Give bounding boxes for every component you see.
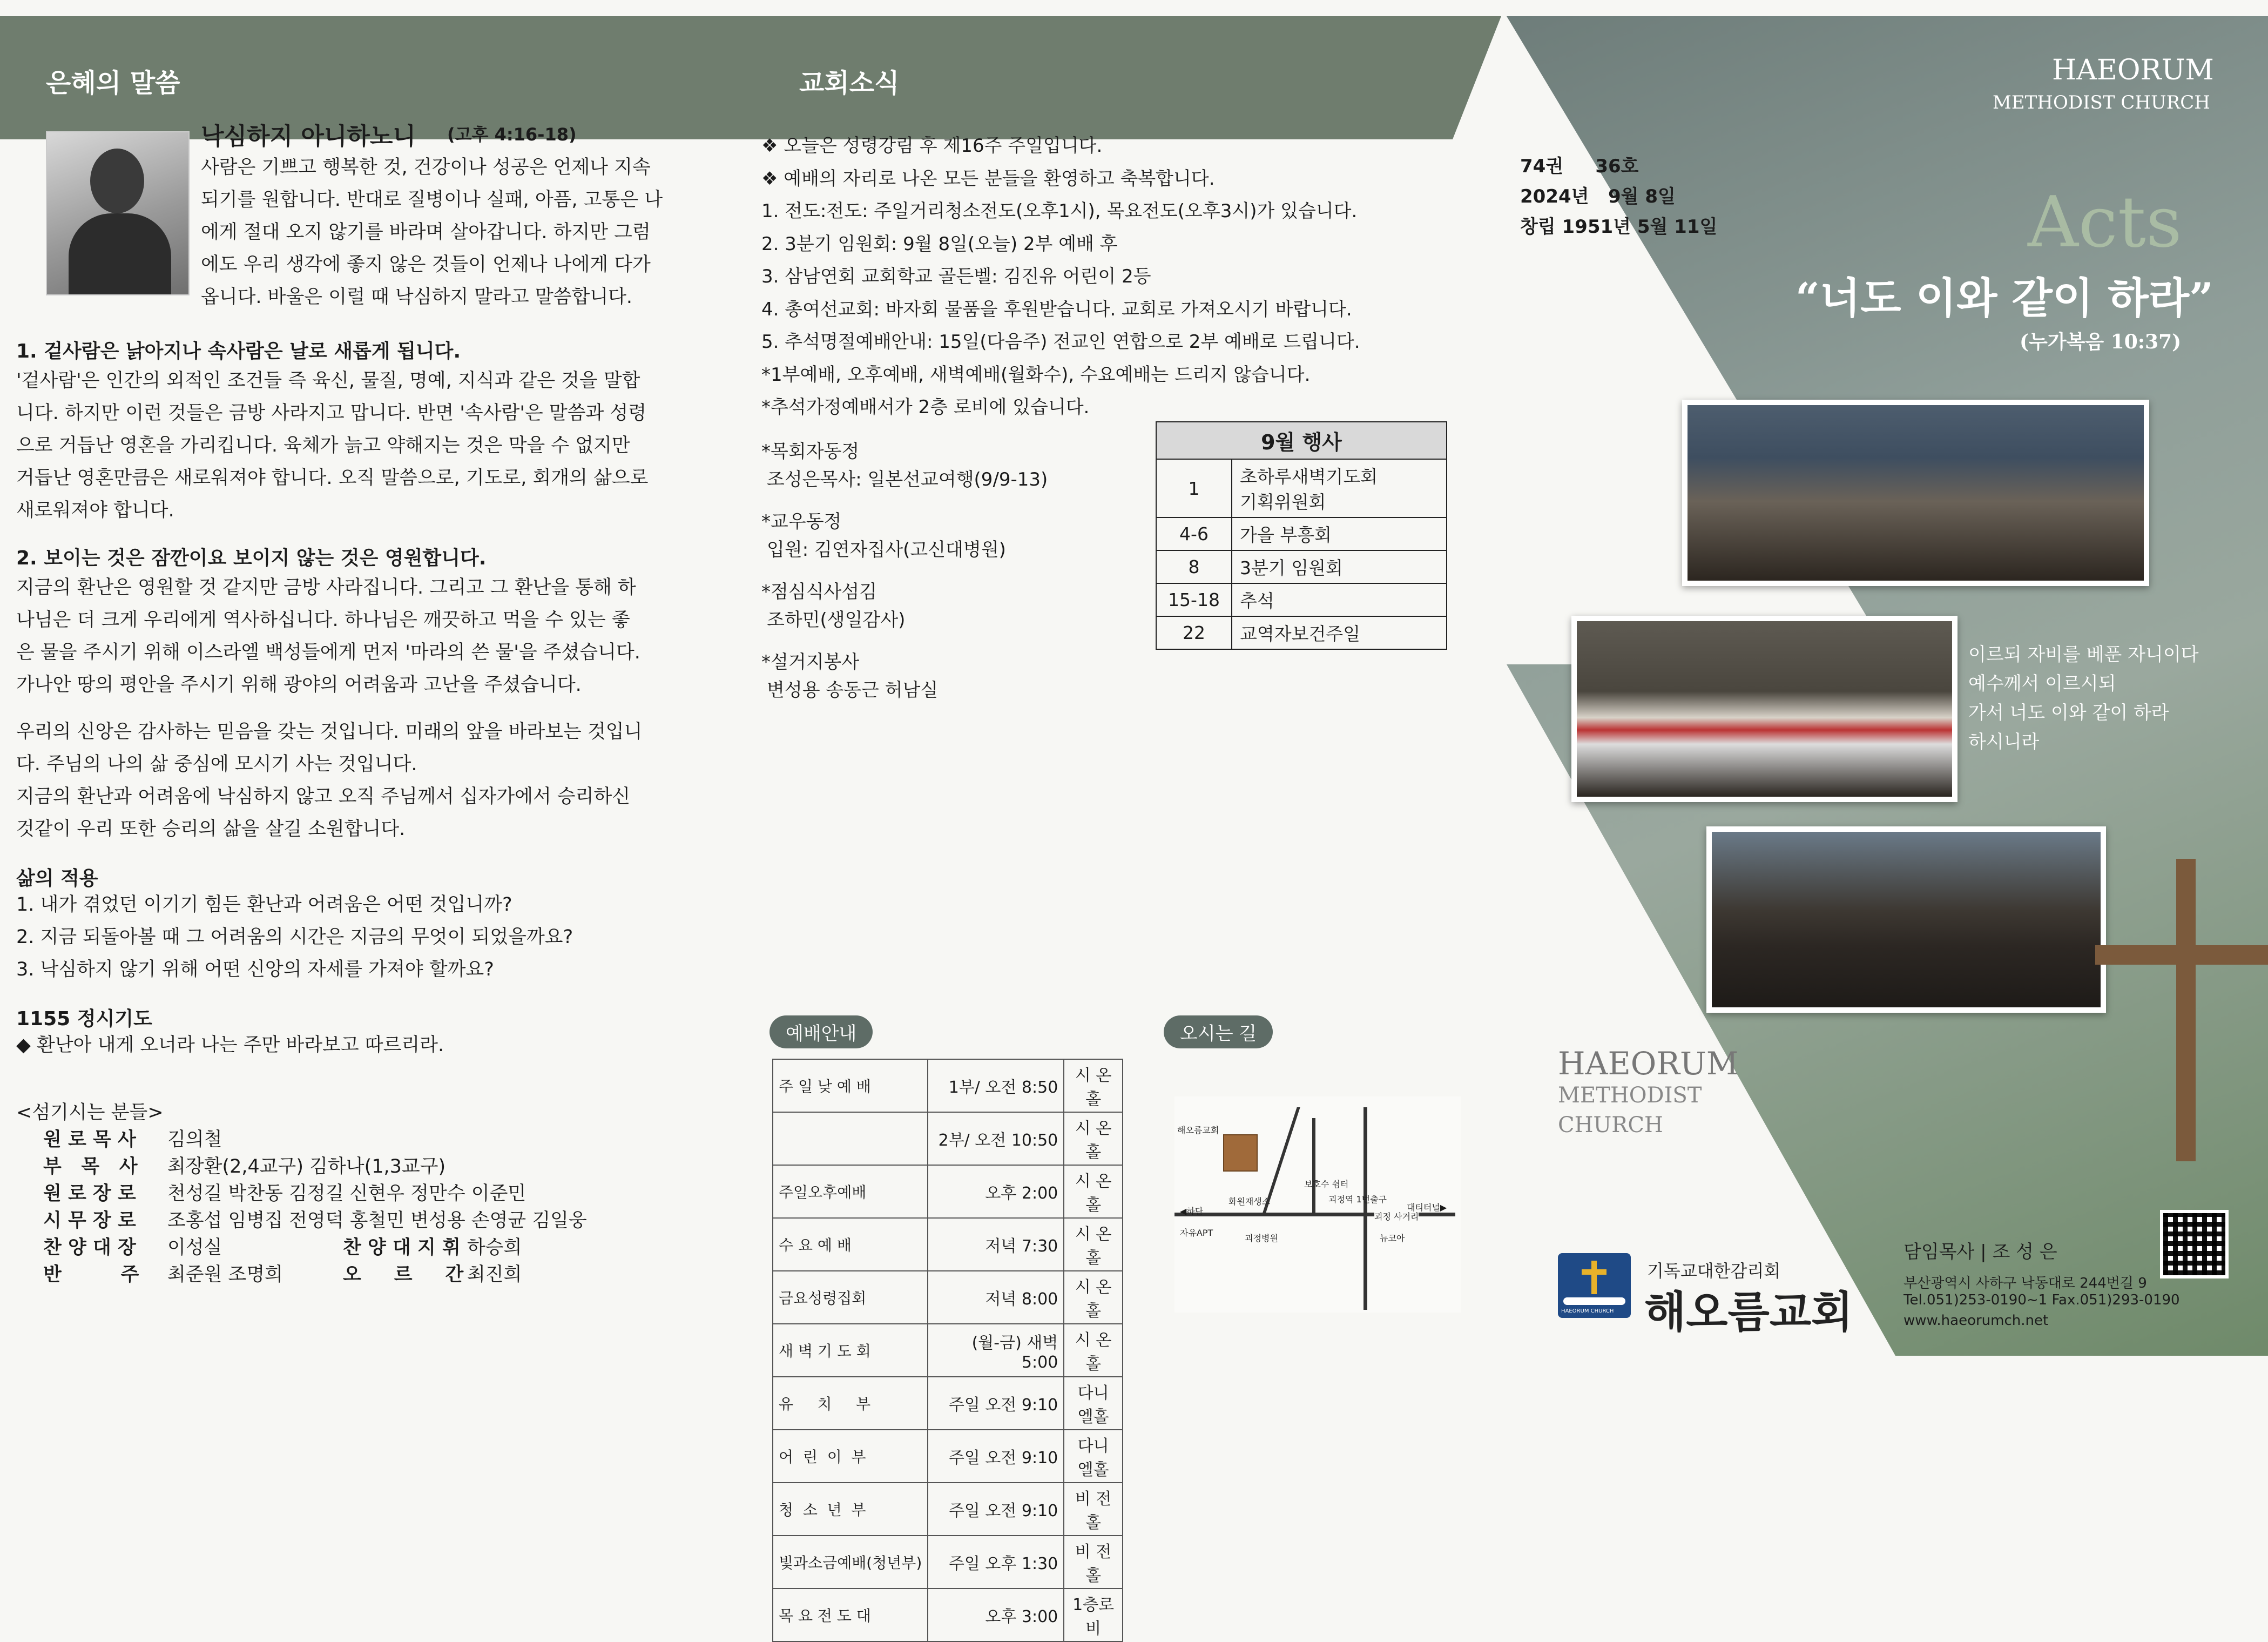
worship-row <box>773 1589 1123 1641</box>
event-name: 가을 부흥회 <box>1232 517 1447 550</box>
worship-row <box>773 1112 1123 1165</box>
map-label: 뉴코아 <box>1380 1233 1405 1243</box>
text-line: '겉사람'은 인간의 외적인 조건들 즉 육신, 물질, 명예, 지식과 같은 것을 말합 <box>16 370 640 392</box>
servant-row <box>343 1234 522 1261</box>
prayer-title: 1155 정시기도 <box>16 1008 152 1030</box>
map-label: 괴정병원 <box>1245 1233 1278 1243</box>
servant-role: 원 로 목 사 <box>43 1129 136 1150</box>
worship-name: 주 일 낮 예 배 <box>773 1059 928 1112</box>
prayer-line: ◆ 환난아 내게 오너라 나는 주만 바라보고 따르리라. <box>16 1034 444 1056</box>
notice-title: *설거지봉사 <box>761 651 860 673</box>
text-line: 사람은 기쁘고 행복한 것, 건강이나 성공은 언제나 지속 <box>201 157 651 178</box>
application-questions <box>16 889 573 986</box>
map-label: 해오름교회 <box>1177 1125 1219 1135</box>
text-line: 가나안 땅의 평안을 주시기 위해 광야의 어려움과 고난을 주셨습니다. <box>16 674 582 696</box>
event-row <box>1156 616 1447 649</box>
verse-line: 가서 너도 이와 같이 하라 <box>1968 702 2169 724</box>
worship-time: 오후 2:00 <box>928 1165 1064 1218</box>
brand-mid-1: HAEORUM <box>1558 1045 1739 1082</box>
worship-name: 청 소 년 부 <box>773 1483 928 1536</box>
worship-time: (월-금) 새벽 5:00 <box>928 1324 1064 1377</box>
servant-row <box>43 1153 587 1180</box>
church-name: 해오름교회 <box>1644 1287 1853 1337</box>
scripture-verse <box>1968 640 2199 757</box>
worship-name: 금요성령집회 <box>773 1271 928 1324</box>
worship-place: 비 전 홀 <box>1064 1536 1123 1589</box>
notice-line: 입원: 김연자집사(고신대병원) <box>767 539 1006 561</box>
worship-pill: 예배안내 <box>770 1015 873 1048</box>
text-line: 니다. 하지만 이런 것들은 금방 사라지고 맙니다. 반면 '속사람'은 말씀과 성령 <box>16 402 647 424</box>
text-line: 것같이 우리 또한 승리의 삶을 살길 소원합니다. <box>16 818 406 840</box>
event-name: 교역자보건주일 <box>1232 616 1447 649</box>
news-item: 4. 총여선교회: 바자회 물품을 후원받습니다. 교회로 가져오시기 바랍니다. <box>761 298 1352 320</box>
congregation-photo <box>1682 400 2149 586</box>
servant-names: 천성길 박찬동 김정길 신현우 정만수 이준민 <box>167 1183 526 1204</box>
news-item: *1부예배, 오후예배, 새벽예배(월화수), 수요예배는 드리지 않습니다. <box>761 364 1311 386</box>
youth-photo <box>1706 826 2106 1013</box>
worship-name: 유 치 부 <box>773 1377 928 1430</box>
worship-time: 주일 오후 1:30 <box>928 1536 1064 1589</box>
volume: 74권 <box>1520 156 1564 177</box>
text-line: 은 물을 주시기 위해 이스라엘 백성들에게 먼저 '마라의 쓴 물'을 주셨습니다. <box>16 642 640 663</box>
sermon-title: 낙심하지 아니하노니 <box>201 123 416 150</box>
worship-place: 시 온 홀 <box>1064 1218 1123 1271</box>
servant-role: 부 목 사 <box>43 1156 138 1177</box>
choir-photo <box>1571 616 1958 802</box>
notice-line: 조하민(생일감사) <box>767 609 906 631</box>
sermon-point-1-title: 1. 겉사람은 낡아지나 속사람은 날로 새롭게 됩니다. <box>16 340 461 362</box>
text-line: 다. 주님의 나의 삶 중심에 모시기 사는 것입니다. <box>16 753 417 775</box>
pastor-photo <box>46 131 190 295</box>
worship-name: 새 벽 기 도 회 <box>773 1324 928 1377</box>
news-item: *추석가정예배서가 2층 로비에 있습니다. <box>761 396 1090 418</box>
event-date: 1 <box>1156 459 1232 517</box>
text-line: 새로워져야 합니다. <box>16 500 174 521</box>
church-logo: HAEORUM CHURCH <box>1558 1253 1631 1318</box>
servant-names: 조홍섭 임병집 전영덕 홍철민 변성용 손영균 김일웅 <box>167 1210 587 1232</box>
section-header-sermon: 은혜의 말씀 <box>46 68 180 98</box>
phone-fax: Tel.051)253-0190~1 Fax.051)293-0190 <box>1904 1292 2180 1308</box>
issue-year: 2024년 <box>1520 186 1589 207</box>
church-building-icon <box>1223 1134 1258 1172</box>
worship-time: 저녁 7:30 <box>928 1218 1064 1271</box>
event-name: 3분기 임원회 <box>1232 550 1447 583</box>
sermon-reference: (고후 4:16-18) <box>447 124 577 145</box>
application-title: 삶의 적용 <box>16 867 98 890</box>
qr-code-icon[interactable] <box>2160 1210 2229 1278</box>
news-item: 5. 추석명절예배안내: 15일(다음주) 전교인 연합으로 2부 예배로 드립니다. <box>761 331 1360 353</box>
worship-place: 시 온 홀 <box>1064 1165 1123 1218</box>
servant-role: 오 르 간 <box>343 1264 464 1286</box>
denomination: 기독교대한감리회 <box>1647 1261 1781 1281</box>
event-date: 4-6 <box>1156 517 1232 550</box>
brand-top: HAEORUM <box>2052 54 2214 86</box>
worship-row <box>773 1271 1123 1324</box>
worship-time: 주일 오전 9:10 <box>928 1483 1064 1536</box>
servants-list-right <box>343 1234 522 1288</box>
worship-time: 오후 3:00 <box>928 1589 1064 1641</box>
events-table <box>1156 421 1447 650</box>
worship-row <box>773 1430 1123 1483</box>
worship-place: 시 온 홀 <box>1064 1059 1123 1112</box>
worship-place: 시 온 홀 <box>1064 1324 1123 1377</box>
notice-line: 변성용 송동근 허남실 <box>767 679 939 701</box>
event-date: 15-18 <box>1156 583 1232 616</box>
text-line: 에도 우리 생각에 좋지 않은 것들이 언제나 나에게 다가 <box>201 254 651 275</box>
sermon-point-2-body <box>16 571 640 701</box>
news-list <box>761 130 1360 424</box>
worship-place: 다니엘홀 <box>1064 1377 1123 1430</box>
worship-name: 주일오후예배 <box>773 1165 928 1218</box>
senior-pastor: 담임목사 | 조 성 은 <box>1904 1241 2057 1263</box>
servant-role: 시 무 장 로 <box>43 1210 136 1232</box>
map-label: 자유APT <box>1180 1228 1213 1238</box>
directions-map <box>1174 1096 1461 1313</box>
text-line: 옵니다. 바울은 이럴 때 낙심하지 말라고 말씀합니다. <box>201 286 633 308</box>
issue-no: 36호 <box>1595 156 1639 177</box>
servant-role: 반 주 <box>43 1264 139 1286</box>
worship-name: 어 린 이 부 <box>773 1430 928 1483</box>
sermon-intro <box>201 151 663 313</box>
text-line: 지금의 환난과 어려움에 낙심하지 않고 오직 주님께서 십자가에서 승리하신 <box>16 786 631 807</box>
servant-row <box>43 1180 587 1207</box>
event-row <box>1156 459 1447 517</box>
worship-place: 다니엘홀 <box>1064 1430 1123 1483</box>
sermon-conclusion <box>16 716 642 845</box>
section-header-news: 교회소식 <box>799 68 900 98</box>
worship-time: 1부/ 오전 8:50 <box>928 1059 1064 1112</box>
servant-names: 김의철 <box>167 1129 222 1150</box>
servant-names: 최진희 <box>467 1264 522 1286</box>
notice-line: 조성은목사: 일본선교여행(9/9-13) <box>767 469 1048 490</box>
notice-title: *목회자동정 <box>761 441 860 462</box>
question-line: 2. 지금 되돌아볼 때 그 어려움의 시간은 지금의 무엇이 되었을까요? <box>16 926 573 948</box>
servant-row <box>43 1126 587 1153</box>
brand-top-sub: METHODIST CHURCH <box>1993 92 2210 113</box>
event-name: 추석 <box>1232 583 1447 616</box>
event-date: 22 <box>1156 616 1232 649</box>
servant-names: 이성실 <box>167 1237 222 1259</box>
event-date: 8 <box>1156 550 1232 583</box>
news-item: ❖ 오늘은 성령강림 후 제16주 주일입니다. <box>761 135 1103 157</box>
worship-time: 주일 오전 9:10 <box>928 1430 1064 1483</box>
motto-reference: (누가복음 10:37) <box>2020 331 2182 353</box>
question-line: 3. 낙심하지 않기 위해 어떤 신앙의 자세를 가져야 할까요? <box>16 959 494 980</box>
event-row <box>1156 550 1447 583</box>
cross-vertical <box>2176 859 2196 1161</box>
text-line: 에게 절대 오지 않기를 바라며 살아갑니다. 하지만 그럼 <box>201 221 651 243</box>
servant-names: 하승희 <box>467 1237 522 1259</box>
map-label: 괴정역 1번출구 <box>1328 1194 1387 1204</box>
notice-title: *교우동정 <box>761 511 842 533</box>
map-label: 보호수 쉼터 <box>1304 1179 1349 1189</box>
founded-date: 창립 1951년 5월 11일 <box>1520 216 1718 238</box>
text-line: 나님은 더 크게 우리에게 역사하십니다. 하나님은 깨끗하고 먹을 수 있는 좋 <box>16 609 630 631</box>
verse-line: 하시니라 <box>1968 731 2040 753</box>
map-label: 괴정 사거리 <box>1374 1210 1419 1222</box>
notice-title: *점심식사섬김 <box>761 581 878 603</box>
servant-names: 최장환(2,4교구) 김하나(1,3교구) <box>167 1156 446 1177</box>
event-row <box>1156 583 1447 616</box>
map-label: 화원재생소 <box>1228 1196 1271 1207</box>
news-item: 3. 삼남연회 교회학교 골든벨: 김진유 어린이 2등 <box>761 266 1151 287</box>
worship-name: 목 요 전 도 대 <box>773 1589 928 1641</box>
servant-role: 원 로 장 로 <box>43 1183 136 1204</box>
servant-names: 최준원 조명희 <box>167 1264 283 1286</box>
map-pill: 오시는 길 <box>1164 1015 1273 1048</box>
worship-name <box>773 1112 928 1165</box>
worship-place: 1층로비 <box>1064 1589 1123 1641</box>
worship-row <box>773 1218 1123 1271</box>
sermon-point-2-title: 2. 보이는 것은 잠깐이요 보이지 않는 것은 영원합니다. <box>16 547 487 569</box>
text-line: 지금의 환난은 영원할 것 같지만 금방 사라집니다. 그리고 그 환난을 통해 하 <box>16 577 636 598</box>
cross-horizontal <box>2095 945 2268 965</box>
event-name: 초하루새벽기도회 기획위원회 <box>1232 459 1447 517</box>
worship-place: 시 온 홀 <box>1064 1271 1123 1324</box>
worship-table <box>772 1059 1123 1642</box>
worship-row <box>773 1377 1123 1430</box>
text-line: 거듭난 영혼만큼은 새로워져야 합니다. 오직 말씀으로, 기도로, 회개의 삶으로 <box>16 467 649 489</box>
verse-line: 이르되 자비를 베푼 자니이다 <box>1968 644 2199 665</box>
sermon-point-1-body <box>16 365 649 527</box>
issue-date: 9월 8일 <box>1608 186 1676 207</box>
worship-row <box>773 1483 1123 1536</box>
worship-time: 주일 오전 9:10 <box>928 1377 1064 1430</box>
text-line: 되기를 원합니다. 반대로 질병이나 실패, 아픔, 고통은 나 <box>201 189 663 211</box>
notices-list <box>761 438 1048 718</box>
worship-row <box>773 1165 1123 1218</box>
text-line: 우리의 신앙은 감사하는 믿음을 갖는 것입니다. 미래의 앞을 바라보는 것입니 <box>16 721 643 743</box>
acts-title: Acts <box>2028 181 2182 263</box>
servants-title: <섬기시는 분들> <box>16 1102 164 1123</box>
worship-place: 시 온 홀 <box>1064 1112 1123 1165</box>
worship-place: 비 전 홀 <box>1064 1483 1123 1536</box>
map-label: 대티터널▶ <box>1407 1202 1447 1213</box>
servant-role: 찬 양 대 장 <box>43 1237 136 1259</box>
news-item: ❖ 예배의 자리로 나온 모든 분들을 환영하고 축복합니다. <box>761 167 1215 190</box>
issue-info <box>1520 151 1717 242</box>
event-row <box>1156 517 1447 550</box>
map-label: ◀하단 <box>1180 1206 1204 1216</box>
worship-name: 빛과소금예배(청년부) <box>773 1536 928 1589</box>
worship-time: 저녁 8:00 <box>928 1271 1064 1324</box>
worship-name: 수 요 예 배 <box>773 1218 928 1271</box>
worship-row <box>773 1324 1123 1377</box>
brand-mid-3: CHURCH <box>1558 1113 1663 1138</box>
verse-line: 예수께서 이르시되 <box>1968 673 2116 695</box>
website[interactable]: www.haeorumch.net <box>1904 1313 2049 1329</box>
address: 부산광역시 사하구 낙동대로 244번길 9 <box>1904 1275 2147 1291</box>
motto: “너도 이와 같이 하라” <box>1796 274 2213 323</box>
worship-row <box>773 1059 1123 1112</box>
events-title: 9월 행사 <box>1156 422 1447 459</box>
worship-row <box>773 1536 1123 1589</box>
news-item: 2. 3분기 임원회: 9월 8일(오늘) 2부 예배 후 <box>761 233 1118 255</box>
servant-row <box>43 1207 587 1234</box>
text-line: 으로 거듭난 영혼을 가리킵니다. 육체가 늙고 약해지는 것은 막을 수 없지만 <box>16 435 630 456</box>
worship-time: 2부/ 오전 10:50 <box>928 1112 1064 1165</box>
question-line: 1. 내가 겪었던 이기기 힘든 환난과 어려움은 어떤 것입니까? <box>16 894 512 916</box>
servant-role: 찬 양 대 지 휘 <box>343 1237 461 1259</box>
servant-row <box>343 1261 522 1288</box>
news-item: 1. 전도:전도: 주일거리청소전도(오후1시), 목요전도(오후3시)가 있습니다. <box>761 200 1358 222</box>
brand-mid-2: METHODIST <box>1558 1083 1702 1108</box>
